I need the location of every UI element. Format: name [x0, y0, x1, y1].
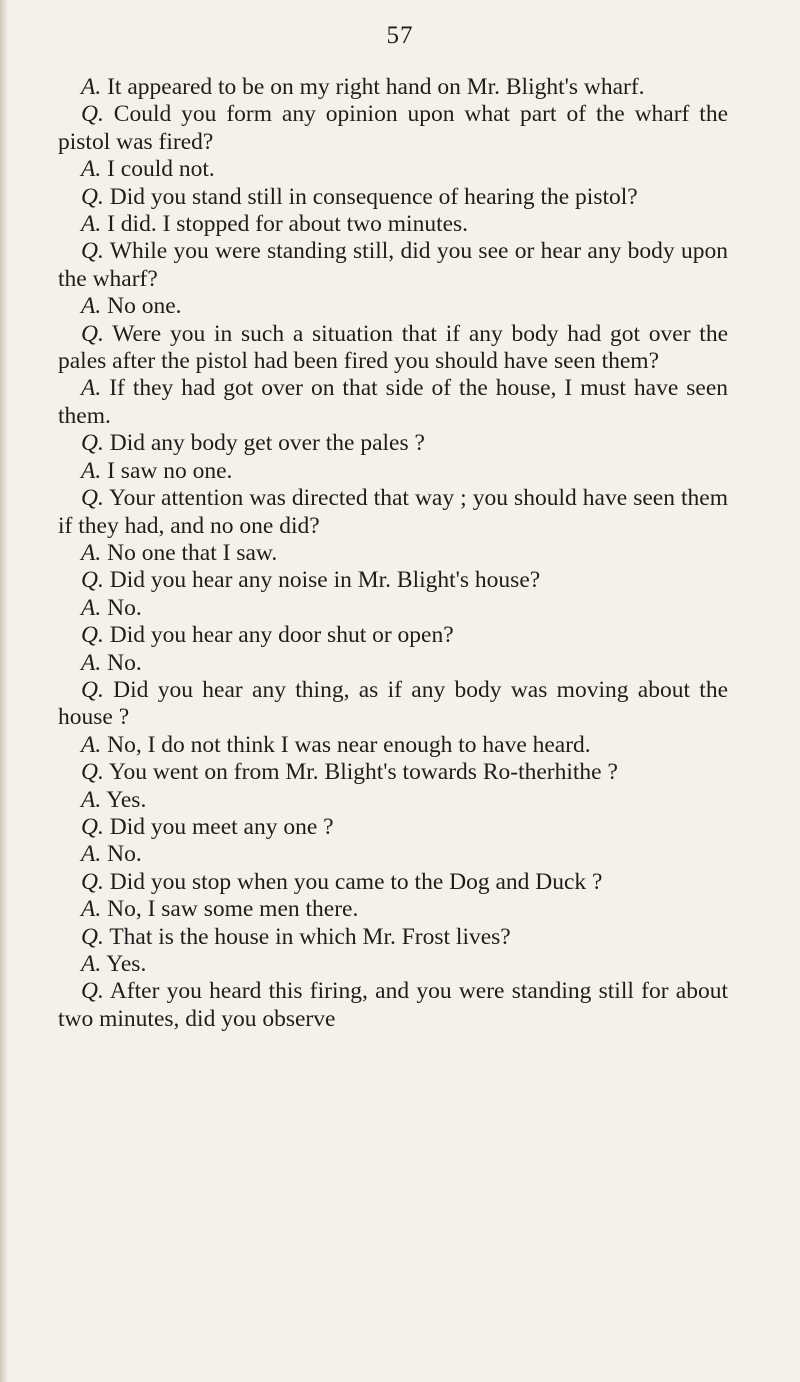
speaker-label: A.	[81, 211, 102, 238]
question-paragraph	[58, 759, 728, 786]
answer-paragraph	[58, 458, 728, 485]
entry-text: No, I do not think I was near enough to have heard.	[107, 731, 591, 758]
entry-text: That is the house in which Mr. Frost lives?	[109, 923, 511, 950]
speaker-label: Q.	[81, 978, 104, 1005]
answer-paragraph	[58, 156, 728, 183]
entry-text: No, I saw some men there.	[107, 896, 359, 923]
speaker-label: A.	[81, 375, 102, 402]
entry-text: No.	[107, 841, 142, 868]
question-paragraph	[58, 238, 728, 293]
speaker-label: Q.	[81, 813, 104, 840]
speaker-label: A.	[81, 896, 102, 923]
answer-paragraph	[58, 211, 728, 238]
speaker-label: Q.	[81, 868, 104, 895]
entry-text: Yes.	[106, 786, 147, 813]
entry-text: Were you in such a situation that if any body had got over the pales after the pistol had been fired you should have seen them?	[58, 320, 728, 375]
speaker-label: A.	[81, 951, 102, 977]
speaker-label: Q.	[81, 622, 104, 649]
answer-paragraph	[58, 650, 728, 677]
answer-paragraph	[58, 896, 728, 923]
entry-text: It appeared to be on my right hand on Mr. Blight's wharf.	[107, 74, 645, 100]
entry-text: If they had got over on that side of the house, I must have seen them.	[58, 375, 728, 429]
speaker-label: Q.	[81, 676, 104, 703]
answer-paragraph	[58, 841, 728, 868]
entry-text: Did you stop when you came to the Dog and Duck ?	[109, 868, 603, 895]
speaker-label: Q.	[81, 101, 104, 128]
question-paragraph	[58, 567, 728, 594]
answer-paragraph	[58, 595, 728, 622]
speaker-label: A.	[81, 786, 102, 813]
speaker-label: A.	[81, 74, 102, 100]
testimony-text	[58, 74, 728, 1033]
speaker-label: Q.	[81, 183, 104, 210]
answer-paragraph	[58, 293, 728, 320]
speaker-label: A.	[81, 457, 102, 484]
question-paragraph	[58, 485, 728, 540]
page-binding-edge	[0, 0, 8, 1382]
entry-text: Did you hear any thing, as if any body was moving about the house ?	[58, 676, 729, 731]
entry-text: Did any body get over the pales ?	[109, 430, 425, 457]
speaker-label: Q.	[81, 320, 104, 347]
entry-text: No one that I saw.	[107, 539, 278, 566]
entry-text: Did you meet any one ?	[109, 813, 334, 840]
entry-text: Did you hear any door shut or open?	[109, 622, 454, 649]
question-paragraph	[58, 184, 728, 211]
speaker-label: Q.	[81, 759, 104, 786]
entry-text: I could not.	[107, 156, 215, 183]
entry-text: Yes.	[106, 951, 147, 977]
answer-paragraph	[58, 540, 728, 567]
entry-text: Your attention was directed that way ; you should have seen them if they had, and no one did?	[58, 485, 728, 539]
entry-text: Could you form any opinion upon what part of the wharf the pistol was fired?	[58, 101, 728, 155]
speaker-label: A.	[81, 841, 102, 868]
page-number: 57	[386, 22, 414, 49]
speaker-label: A.	[81, 156, 102, 183]
question-paragraph	[58, 430, 728, 457]
question-paragraph	[58, 677, 728, 732]
entry-text: While you were standing still, did you see or hear any body upon the wharf?	[58, 238, 728, 292]
speaker-label: A.	[81, 594, 102, 621]
answer-paragraph	[58, 787, 728, 814]
speaker-label: A.	[81, 293, 102, 320]
question-paragraph	[58, 101, 728, 156]
question-paragraph	[58, 978, 728, 1033]
speaker-label: A.	[81, 649, 102, 676]
speaker-label: Q.	[81, 238, 104, 265]
entry-text: No.	[107, 594, 142, 621]
entry-text: I saw no one.	[107, 457, 233, 484]
speaker-label: Q.	[81, 485, 104, 512]
speaker-label: Q.	[81, 430, 104, 457]
entry-text: Did you stand still in consequence of hearing the pistol?	[109, 183, 638, 210]
answer-paragraph	[58, 951, 728, 978]
question-paragraph	[58, 814, 728, 841]
question-paragraph	[58, 622, 728, 649]
answer-paragraph	[58, 732, 728, 759]
question-paragraph	[58, 321, 728, 376]
question-paragraph	[58, 869, 728, 896]
answer-paragraph	[58, 74, 728, 101]
entry-text: No.	[107, 649, 142, 676]
speaker-label: A.	[81, 539, 102, 566]
question-paragraph	[58, 924, 728, 951]
speaker-label: Q.	[81, 923, 104, 950]
speaker-label: A.	[81, 731, 102, 758]
answer-paragraph	[58, 375, 728, 430]
entry-text: After you heard this firing, and you were standing still for about two minutes, did you observe	[58, 978, 728, 1032]
entry-text: I did. I stopped for about two minutes.	[107, 211, 469, 238]
entry-text: Did you hear any noise in Mr. Blight's house?	[109, 567, 541, 594]
entry-text: No one.	[107, 293, 182, 320]
entry-text: You went on from Mr. Blight's towards Ro-therhithe ?	[108, 759, 618, 786]
speaker-label: Q.	[81, 567, 104, 594]
